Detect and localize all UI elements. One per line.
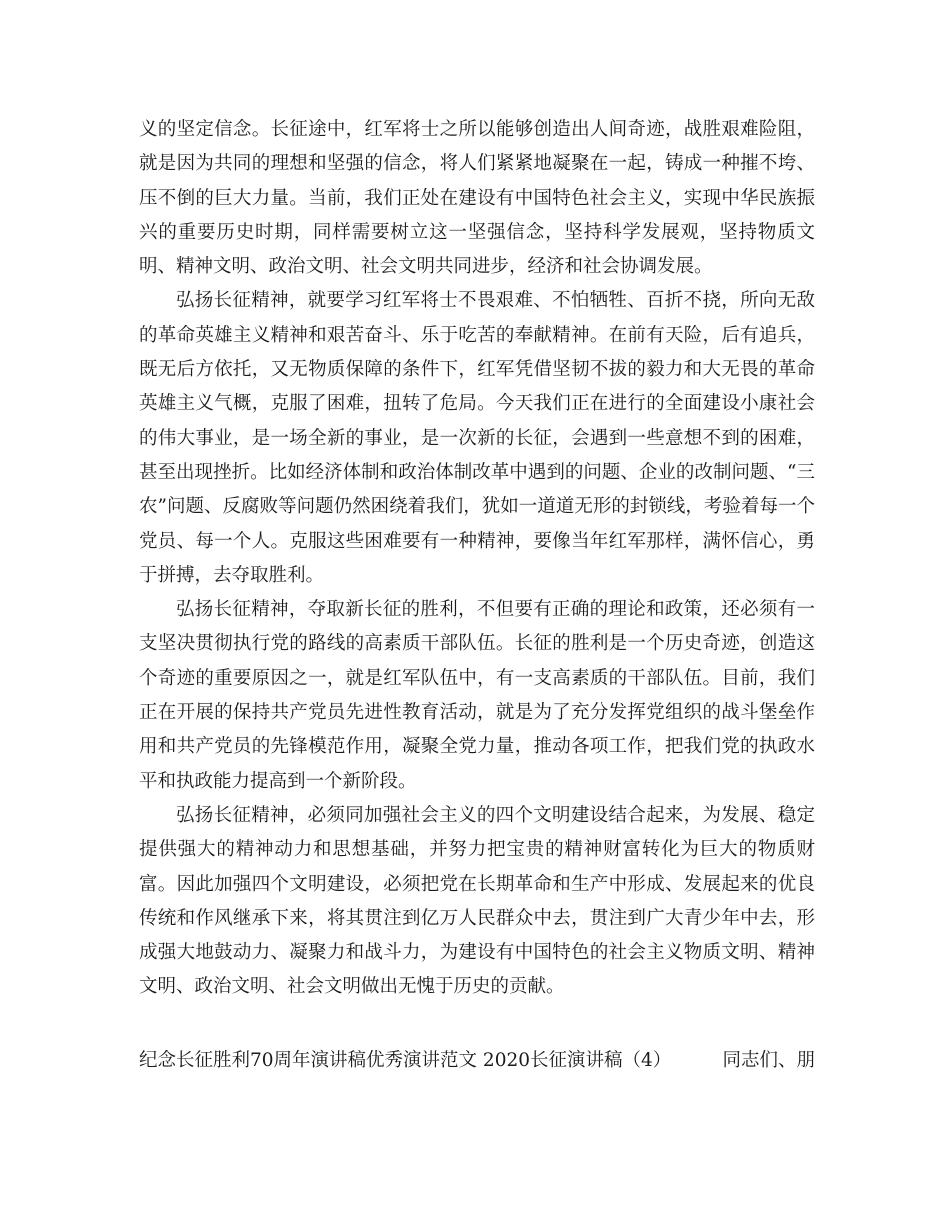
paragraph-3: 弘扬长征精神，夺取新长征的胜利，不但要有正确的理论和政策，还必须有一支坚决贯彻执行党的路线的高素质干部队伍。长征的胜利是一个历史奇迹，创造这个奇迹的重要原因之一，就是红军队伍中，有一支高素质的干部队伍。目前，我们正在开展的保持共产党员先进性教育活动，就是为了充分发挥党组织的战斗堡垒作用和共产党员的先锋模范作用，凝聚全党力量，推动各项工作，把我们党的执政水平和执政能力提高到一个新阶段。 <box>139 599 815 792</box>
document-body <box>139 113 815 1005</box>
next-section-title: 纪念长征胜利70周年演讲稿优秀演讲范文 2020长征演讲稿（4） <box>139 1050 672 1071</box>
paragraph-1: 义的坚定信念。长征途中，红军将士之所以能够创造出人间奇迹，战胜艰难险阻，就是因为共同的理想和坚强的信念，将人们紧紧地凝聚在一起，铸成一种摧不垮、压不倒的巨大力量。当前，我们正处在建设有中国特色社会主义，实现中华民族振兴的重要历史时期，同样需要树立这一坚强信念，坚持科学发展观，坚持物质文明、精神文明、政治文明、社会文明共同进步，经济和社会协调发展。 <box>139 119 815 278</box>
next-section-heading-line <box>139 1044 815 1078</box>
next-section-opening: 同志们、朋 <box>722 1050 815 1071</box>
paragraph-4: 弘扬长征精神，必须同加强社会主义的四个文明建设结合起来，为发展、稳定提供强大的精神动力和思想基础，并努力把宝贵的精神财富转化为巨大的物质财富。因此加强四个文明建设，必须把党在长期革命和生产中形成、发展起来的优良传统和作风继承下来，将其贯注到亿万人民群众中去，贯注到广大青少年中去，形成强大地鼓动力、凝聚力和战斗力，为建设有中国特色的社会主义物质文明、精神文明、政治文明、社会文明做出无愧于历史的贡献。 <box>139 804 815 998</box>
paragraph-2: 弘扬长征精神，就要学习红军将士不畏艰难、不怕牺牲、百折不挠，所向无敌的革命英雄主义精神和艰苦奋斗、乐于吃苦的奉献精神。在前有天险，后有追兵，既无后方依托，又无物质保障的条件下，红军凭借坚韧不拔的毅力和大无畏的革命英雄主义气概，克服了困难，扭转了危局。今天我们正在进行的全面建设小康社会的伟大事业，是一场全新的事业，是一次新的长征，会遇到一些意想不到的困难，甚至出现挫折。比如经济体制和政治体制改革中遇到的问题、企业的改制问题、“三农”问题、反腐败等问题仍然困绕着我们，犹如一道道无形的封锁线，考验着每一个党员、每一个人。克服这些困难要有一种精神，要像当年红军那样，满怀信心，勇于拼搏，去夺取胜利。 <box>139 290 815 586</box>
